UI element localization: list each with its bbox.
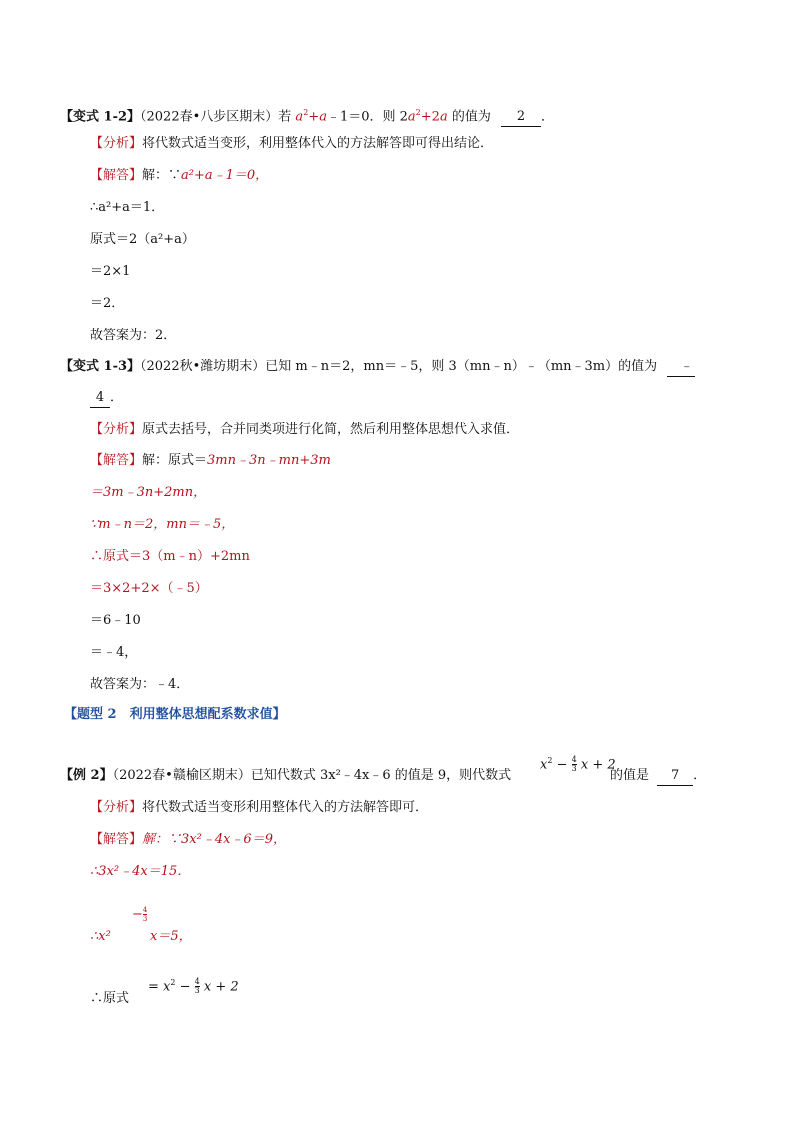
- example-2-question: 【例 2】（2022春•赣榆区期末）已知代数式 3x²﹣4x﹣6 的值是 9，则代数式: [60, 768, 512, 783]
- analysis-tag: 【分析】: [90, 422, 143, 437]
- variant-1-2-head: 【变式 1-2】: [60, 109, 141, 125]
- analysis-tag: 【分析】: [90, 800, 143, 815]
- solution-step: ＝3×2+2×（﹣5）: [90, 581, 208, 596]
- example-2-answer: 的值是 7 ．: [610, 767, 706, 786]
- example-2-solution: 【解答】解：∵3x²﹣4x﹣6＝9，: [90, 832, 286, 847]
- solution-step: ＝3m﹣3n+2mn，: [90, 485, 207, 500]
- solution-tag: 【解答】: [90, 168, 143, 183]
- example-2-expression: $x^2$ − $\frac{4}{3}$ x + 2: [540, 755, 616, 774]
- answer-blank: 2: [501, 108, 541, 127]
- solution-step: 故答案为：﹣4．: [90, 677, 190, 692]
- fraction-neg: − $\frac{4}{3}$: [132, 906, 148, 923]
- variant-1-3-head: 【变式 1-3】: [60, 359, 141, 374]
- solution-step: ＝2×1: [90, 264, 131, 279]
- solution-tag: 【解答】: [90, 453, 143, 468]
- example-2-head: 【例 2】: [60, 768, 113, 783]
- variant-1-3-question: 【变式 1-3】（2022秋•潍坊期末）已知 m﹣n＝2，mn＝﹣5，则 3（mn﹣n）﹣（mn﹣3m）的值为 ﹣: [60, 358, 695, 377]
- solution-step: 故答案为：2．: [90, 328, 177, 343]
- solution-step: x＝5，: [150, 929, 192, 944]
- variant-1-3-answer-cont: 4 ．: [90, 389, 123, 408]
- variant-1-2-analysis: 【分析】将代数式适当变形，利用整体代入的方法解答即可得出结论．: [90, 136, 494, 151]
- variant-1-2-solution: 【解答】解：∵a²+a﹣1＝0，: [90, 168, 269, 183]
- solution-step: ∴原式: [90, 991, 130, 1006]
- variant-1-3-analysis: 【分析】原式去括号，合并同类项进行化简，然后利用整体思想代入求值．: [90, 422, 520, 437]
- solution-step: ＝﹣4，: [90, 645, 138, 660]
- section-title: 【题型 2 利用整体思想配系数求值】: [64, 707, 286, 722]
- solution-step: ＝2．: [90, 296, 125, 311]
- analysis-tag: 【分析】: [90, 136, 143, 151]
- variant-1-2-question: 【变式 1-2】（2022春•八步区期末）若 $a^2+a﹣1=0$．则 $2a^2+2a$ 的值为 2 ．: [60, 104, 554, 127]
- solution-step: ∵m﹣n＝2，mn＝﹣5，: [90, 517, 235, 532]
- example-2-analysis: 【分析】将代数式适当变形利用整体代入的方法解答即可．: [90, 800, 429, 815]
- solution-step: ∴原式＝3（m﹣n）+2mn: [90, 549, 250, 564]
- answer-blank: ﹣: [667, 358, 695, 377]
- solution-step: 原式＝2（a²+a）: [90, 232, 195, 247]
- final-expression: = $x^2$ − $\frac{4}{3}$ x + 2: [148, 977, 239, 996]
- solution-step: ∴a²+a＝1．: [90, 200, 165, 215]
- solution-step: ∴3x²﹣4x＝15．: [90, 864, 191, 879]
- solution-step: ＝6﹣10: [90, 613, 141, 628]
- answer-blank: 7: [657, 767, 693, 786]
- solution-tag: 【解答】: [90, 832, 143, 847]
- variant-1-3-solution: 【解答】解：原式＝3mn﹣3n﹣mn+3m: [90, 453, 331, 468]
- solution-step: ∴x²: [90, 929, 111, 944]
